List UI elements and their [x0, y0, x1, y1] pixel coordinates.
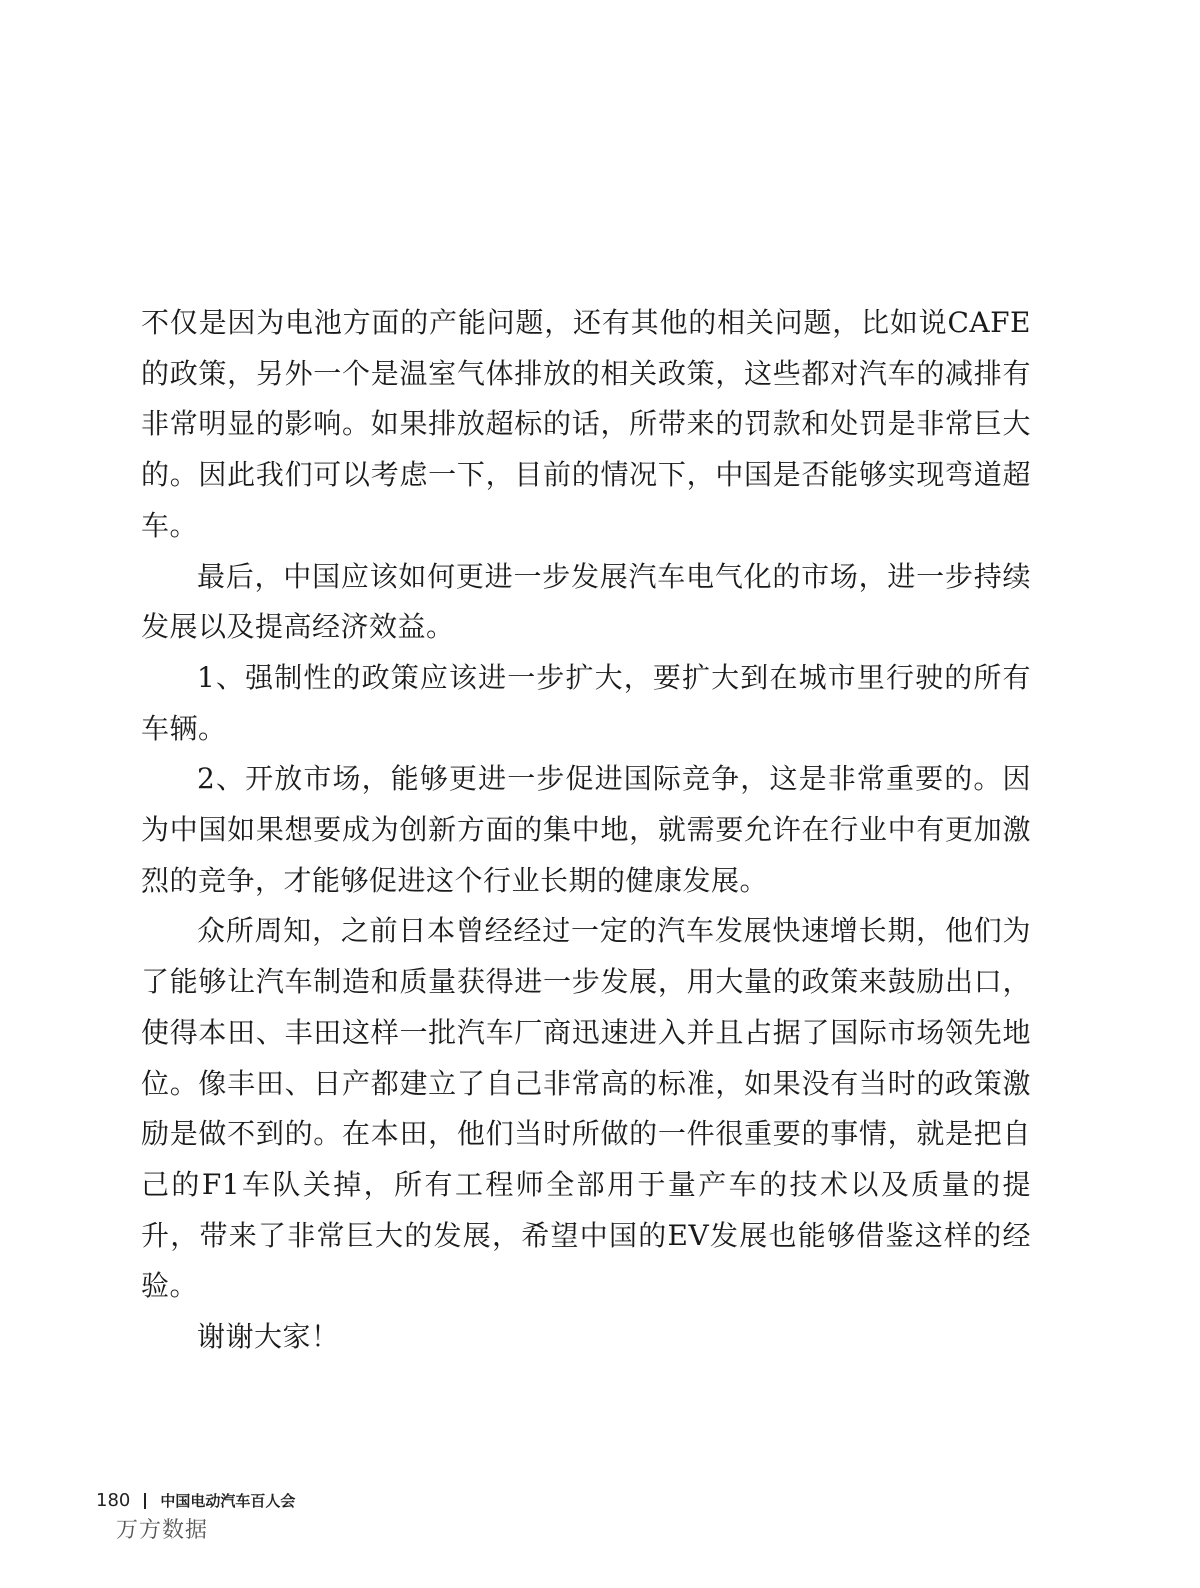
- watermark: 万方数据: [116, 1518, 209, 1543]
- paragraph-list-item-1: 1、强制性的政策应该进一步扩大，要扩大到在城市里行驶的所有车辆。: [141, 660, 1031, 745]
- page-footer: [96, 1490, 295, 1511]
- paragraph-closing: 谢谢大家！: [197, 1320, 340, 1354]
- paragraph: 最后，中国应该如何更进一步发展汽车电气化的市场，进一步持续发展以及提高经济效益。: [141, 559, 1031, 644]
- paragraph-continued: 不仅是因为电池方面的产能问题，还有其他的相关问题，比如说CAFE的政策，另外一个是温室气体排放的相关政策，这些都对汽车的减排有非常明显的影响。如果排放超标的话，所带来的罚款和处罚是非常巨大的。因此我们可以考虑一下，目前的情况下，中国是否能够实现弯道超车。: [141, 306, 1031, 542]
- document-body: [141, 298, 1031, 1363]
- page-number: 180: [96, 1490, 131, 1511]
- footer-divider: [144, 1493, 146, 1509]
- running-book-title: 中国电动汽车百人会: [160, 1492, 296, 1510]
- paragraph-list-item-2: 2、开放市场，能够更进一步促进国际竞争，这是非常重要的。因为中国如果想要成为创新方面的集中地，就需要允许在行业中有更加激烈的竞争，才能够促进这个行业长期的健康发展。: [141, 762, 1031, 897]
- paragraph: 众所周知，之前日本曾经经过一定的汽车发展快速增长期，他们为了能够让汽车制造和质量获得进一步发展，用大量的政策来鼓励出口，使得本田、丰田这样一批汽车厂商迅速进入并且占据了国际市场领先地位。像丰田、日产都建立了自己非常高的标准，如果没有当时的政策激励是做不到的。在本田，他们当时所做的一件很重要的事情，就是把自己的F1车队关掉，所有工程师全部用于量产车的技术以及质量的提升，带来了非常巨大的发展，希望中国的EV发展也能够借鉴这样的经验。: [141, 914, 1031, 1303]
